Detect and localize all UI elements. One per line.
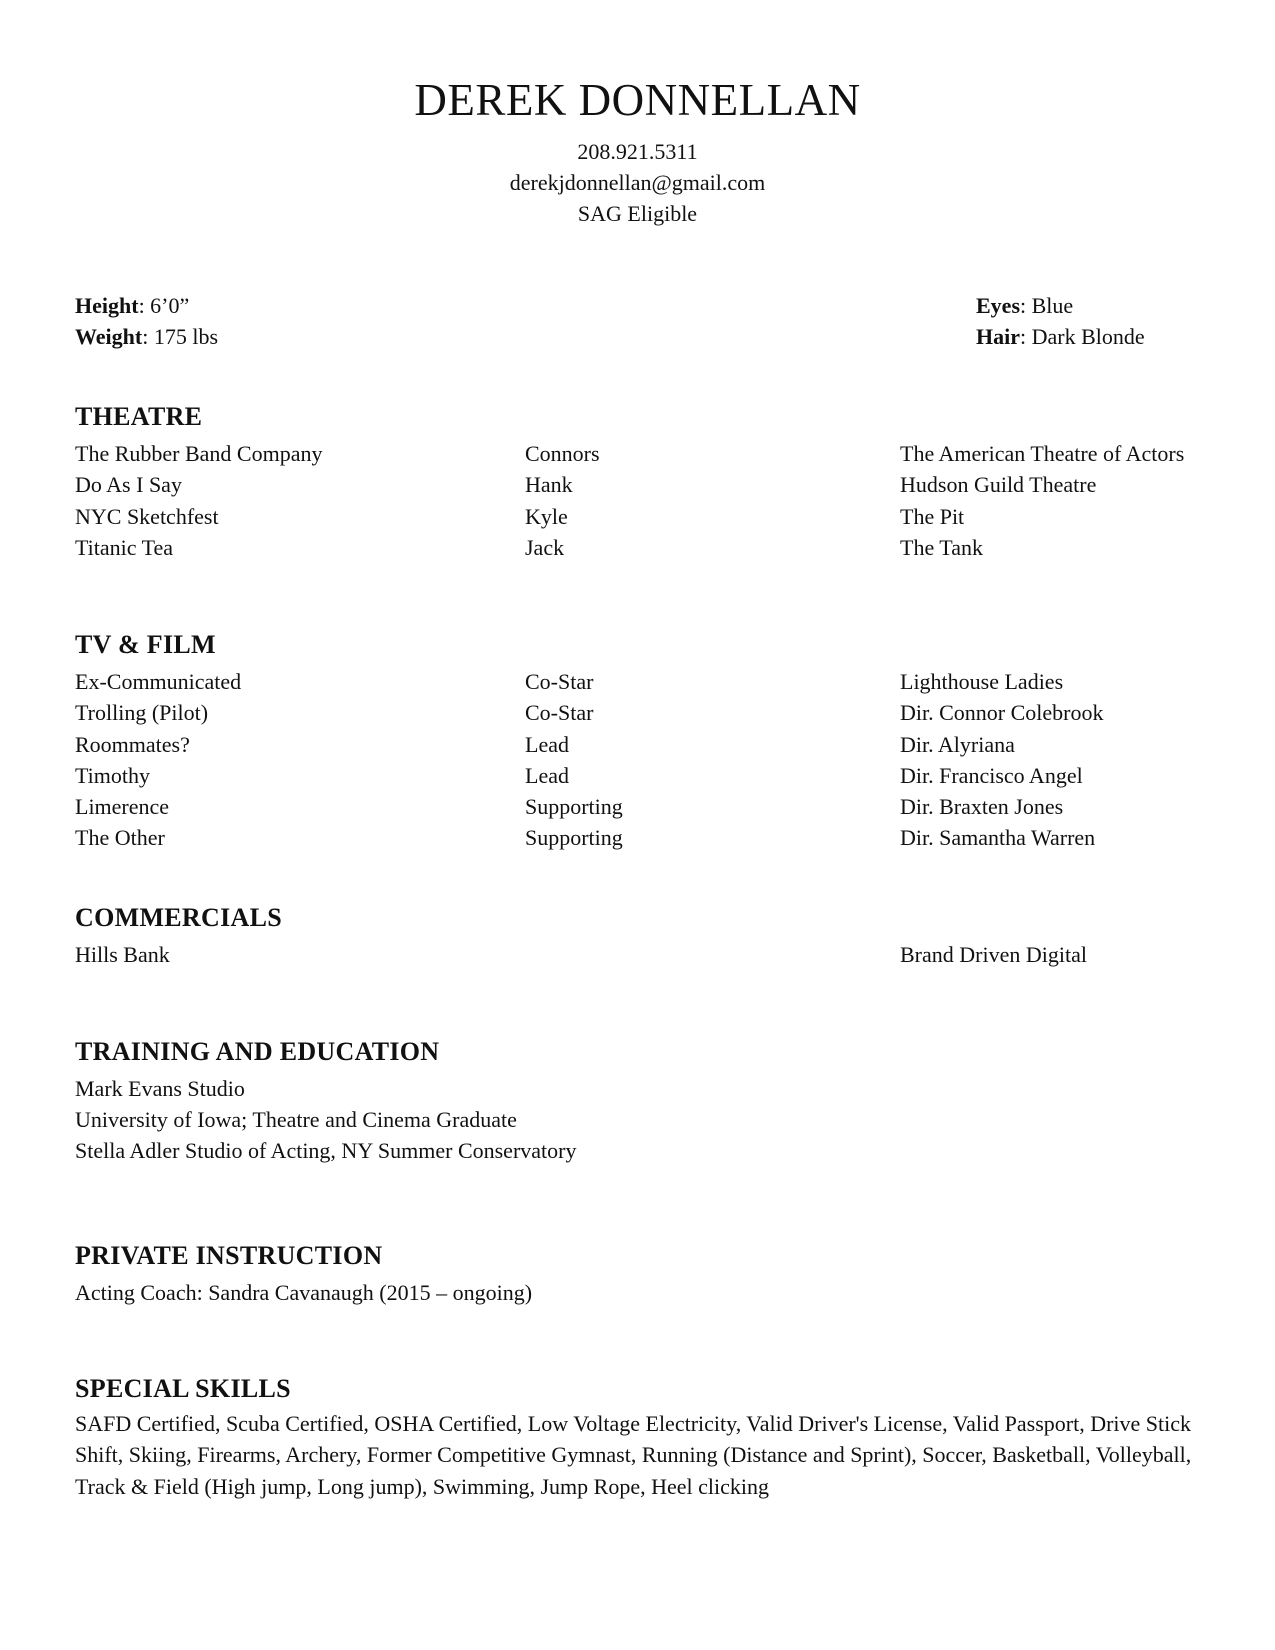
credits-table <box>75 939 1205 970</box>
list-item: Mark Evans Studio <box>75 1076 245 1101</box>
section-heading: THEATRE <box>75 402 203 431</box>
eyes-value: : Blue <box>1020 293 1074 318</box>
credit-row <box>75 939 1205 970</box>
section-heading: PRIVATE INSTRUCTION <box>75 1241 383 1270</box>
credit-role: Supporting <box>525 825 623 851</box>
credit-role: Lead <box>525 731 569 757</box>
list-item: Stella Adler Studio of Acting, NY Summer Conservatory <box>75 1138 577 1163</box>
credit-director: Dir. Francisco Angel <box>900 762 1083 788</box>
credit-title: The Rubber Band Company <box>75 441 323 466</box>
section-heading: COMMERCIALS <box>75 903 282 932</box>
weight-label: Weight <box>75 324 143 349</box>
credit-venue: The American Theatre of Actors <box>900 441 1185 466</box>
credit-row <box>75 532 1205 563</box>
credit-title: NYC Sketchfest <box>75 503 219 529</box>
credit-title: Timothy <box>75 762 151 788</box>
credit-row <box>75 666 1205 697</box>
credit-title: Do As I Say <box>75 472 182 498</box>
height-value: : 6’0” <box>138 293 190 318</box>
credit-title: Ex-Communicated <box>75 669 242 694</box>
credit-row <box>75 822 1205 853</box>
credit-row <box>75 791 1205 822</box>
union-status: SAG Eligible <box>577 201 698 226</box>
credit-venue: The Tank <box>900 534 983 560</box>
training-section <box>75 1035 1205 1166</box>
credit-title: Limerence <box>75 794 170 820</box>
section-heading: TV & FILM <box>75 630 216 659</box>
credit-director: Dir. Connor Colebrook <box>900 700 1104 726</box>
eyes-stat <box>976 290 1145 321</box>
contact-block <box>0 136 1275 229</box>
credit-director: Lighthouse Ladies <box>900 669 1064 694</box>
credit-venue: The Pit <box>900 503 965 529</box>
hair-label: Hair <box>976 324 1020 349</box>
credit-role: Jack <box>525 534 565 560</box>
credit-row <box>75 438 1205 469</box>
credit-venue: Hudson Guild Theatre <box>900 472 1097 498</box>
credit-title: Roommates? <box>75 731 190 757</box>
credit-title: Trolling (Pilot) <box>75 700 209 726</box>
height-stat <box>75 290 218 321</box>
height-label: Height <box>75 293 139 318</box>
special-skills-section <box>75 1372 1205 1502</box>
section-heading: TRAINING AND EDUCATION <box>75 1037 440 1066</box>
credit-role: Co-Star <box>525 669 594 694</box>
instruction-list <box>75 1277 1205 1308</box>
training-list <box>75 1073 1205 1166</box>
credit-role: Connors <box>525 441 600 466</box>
credit-title: Hills Bank <box>75 942 170 967</box>
stats-left <box>75 290 218 352</box>
theatre-section <box>75 400 1205 563</box>
skills-text: SAFD Certified, Scuba Certified, OSHA Certified, Low Voltage Electricity, Valid Driver's License, Valid Passport, Drive Stick Shift, Skiing, Firearms, Archery, Former Competitive Gymnast, Running (Distance and Sprint), Soccer, Basketball, Volleyball, Track & Field (High jump, Long jump), Swimming, Jump Rope, Heel clicking <box>75 1411 1192 1499</box>
credit-title: Titanic Tea <box>75 534 174 560</box>
section-heading: SPECIAL SKILLS <box>75 1374 291 1403</box>
credit-role: Hank <box>525 472 573 498</box>
actor-name: DEREK DONNELLAN <box>414 75 861 125</box>
credits-table <box>75 438 1205 563</box>
list-item: University of Iowa; Theatre and Cinema Graduate <box>75 1107 517 1132</box>
credit-role: Co-Star <box>525 700 594 726</box>
credit-row <box>75 469 1205 500</box>
credit-row <box>75 729 1205 760</box>
credit-director: Dir. Samantha Warren <box>900 825 1096 851</box>
stats-right <box>976 290 1145 352</box>
list-item: Acting Coach: Sandra Cavanaugh (2015 – ongoing) <box>75 1280 533 1305</box>
credit-role: Lead <box>525 762 569 788</box>
email-address: derekjdonnellan@gmail.com <box>509 170 766 195</box>
credits-table <box>75 666 1205 854</box>
credit-row <box>75 760 1205 791</box>
weight-stat <box>75 321 218 352</box>
credit-role: Kyle <box>525 503 568 529</box>
phone-number: 208.921.5311 <box>577 139 698 164</box>
credit-row <box>75 501 1205 532</box>
credit-role: Supporting <box>525 794 623 820</box>
commercials-section <box>75 901 1205 970</box>
weight-value: : 175 lbs <box>142 324 219 349</box>
credit-director: Dir. Braxten Jones <box>900 794 1064 820</box>
tv-film-section <box>75 628 1205 854</box>
credit-director: Dir. Alyriana <box>900 731 1015 757</box>
eyes-label: Eyes <box>976 293 1020 318</box>
hair-stat <box>976 321 1145 352</box>
hair-value: : Dark Blonde <box>1020 324 1145 349</box>
credit-company: Brand Driven Digital <box>900 942 1087 967</box>
credit-title: The Other <box>75 825 165 851</box>
private-instruction-section <box>75 1239 1205 1308</box>
credit-row <box>75 697 1205 728</box>
